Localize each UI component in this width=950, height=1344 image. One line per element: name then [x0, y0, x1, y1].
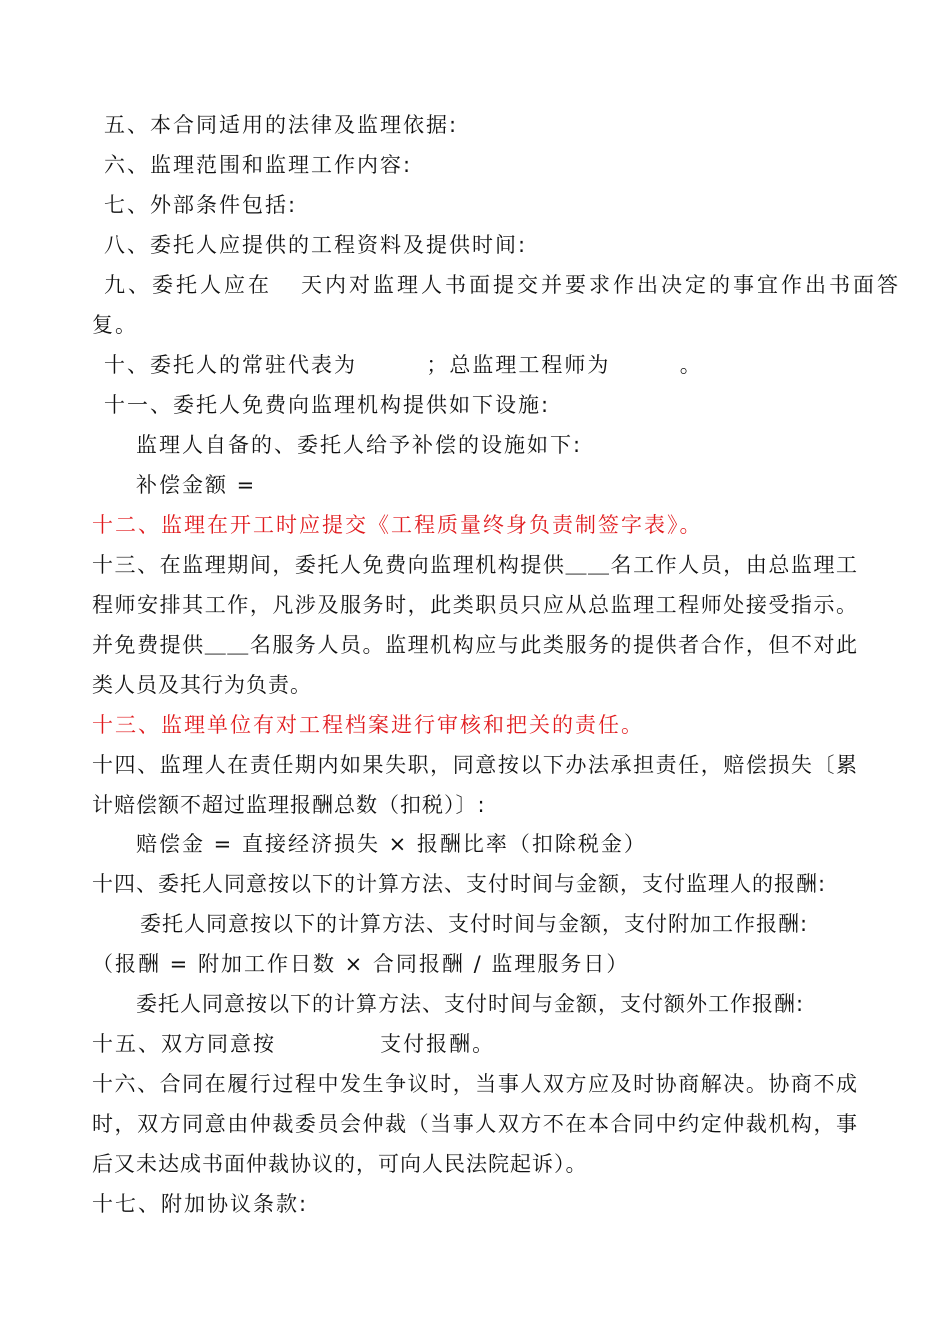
clause-11-facilities: 监理人自备的、委托人给予补偿的设施如下: [136, 433, 583, 457]
clause-9-line2: 复。 [92, 313, 138, 337]
clause-11-compensation: 补偿金额 = [136, 473, 257, 497]
clause-14b-extra: 委托人同意按以下的计算方法、支付时间与金额，支付额外工作报酬: [136, 992, 805, 1016]
clause-11: 十一、委托人免费向监理机构提供如下设施: [104, 393, 551, 417]
clause-13-paragraph: 十三、在监理期间，委托人免费向监理机构提供＿＿名工作人员，由总监理工程师安排其工作，凡涉及服务时，此类职员只应从总监理工程师处接受指示。并免费提供＿＿名服务人员。监理机构应与此类服务的提供者合作，但不对此类人员及其行为负责。 [92, 553, 858, 697]
clause-14-paragraph: 十四、监理人在责任期内如果失职，同意按以下办法承担责任，赔偿损失〔累计赔偿额不超过监理报酬总数（扣税）〕: [92, 753, 858, 817]
clause-7: 七、外部条件包括: [104, 193, 298, 217]
clause-14b-additional: 委托人同意按以下的计算方法、支付时间与金额，支付附加工作报酬: [140, 912, 809, 936]
clause-8: 八、委托人应提供的工程资料及提供时间: [104, 233, 528, 257]
clause-14b-additional-formula: （报酬 = 附加工作日数 × 合同报酬 / 监理服务日） [92, 952, 630, 976]
clause-9-line1: 九、委托人应在 天内对监理人书面提交并要求作出决定的事宜作出书面答 [104, 273, 902, 297]
clause-5: 五、本合同适用的法律及监理依据: [104, 113, 459, 137]
clause-15: 十五、双方同意按 支付报酬。 [92, 1032, 496, 1056]
clause-14b: 十四、委托人同意按以下的计算方法、支付时间与金额，支付监理人的报酬: [92, 872, 827, 896]
clause-17: 十七、附加协议条款: [92, 1192, 309, 1216]
clause-12-red: 十二、监理在开工时应提交《工程质量终身负责制签字表》。 [92, 513, 703, 537]
clause-16-paragraph: 十六、合同在履行过程中发生争议时，当事人双方应及时协商解决。协商不成时，双方同意由仲裁委员会仲裁（当事人双方不在本合同中约定仲裁机构，事后又未达成书面仲裁协议的，可向人民法院起诉）。 [92, 1072, 858, 1176]
clause-6: 六、监理范围和监理工作内容: [104, 153, 413, 177]
clause-14-formula: 赔偿金 = 直接经济损失 × 报酬比率（扣除税金） [136, 832, 647, 856]
clause-10: 十、委托人的常驻代表为 ；总监理工程师为 。 [104, 353, 703, 377]
clause-13-red: 十三、监理单位有对工程档案进行审核和把关的责任。 [92, 713, 644, 737]
